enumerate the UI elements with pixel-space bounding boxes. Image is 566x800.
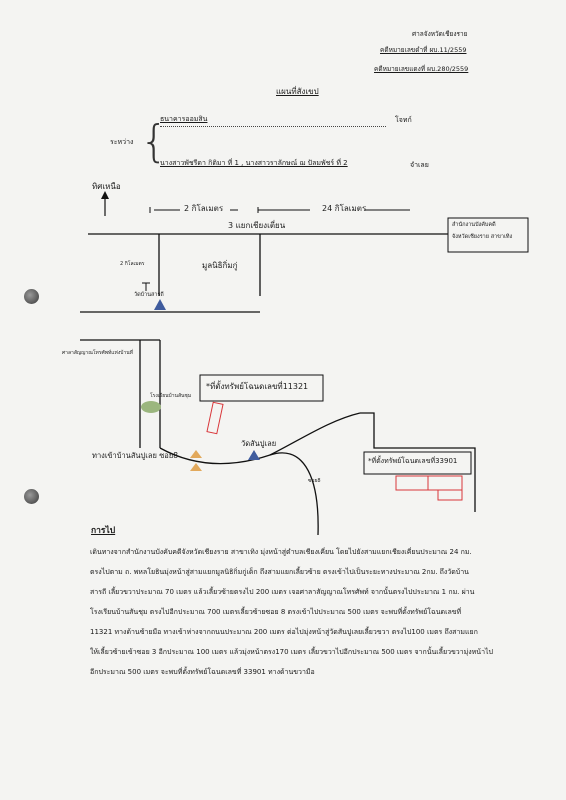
- direction-line-3: สารถี เลี้ยวขวาประมาณ 70 เมตร แล้วเลี้ยวซ้ายตรงไป 200 เมตร เจอศาลาสัญญาณโทรศัพท์ จากนั้นตรงไปประมาณ 1 กม. ผ่าน: [90, 588, 475, 596]
- lane-label: ซอย8: [308, 478, 321, 484]
- red-case-number: คดีหมายเลขแดงที่ ผบ.280/2559: [374, 65, 469, 73]
- defendant-names: นางสาวพัชรีดา กิติมา ที่ 1 , นางสาวราลักษณ์ ฌ ปัลมพัชร์ ที่ 2: [160, 159, 348, 167]
- direction-line-5: 11321 ทางด้านซ้ายมือ ทางเข้าห่างจากถนนประมาณ 200 เมตร ต่อไปมุ่งหน้าสู่วัดสันปูเลยเลี้ยวขวา ตรงไป100 เมตร ถึงสามแยก: [90, 628, 478, 636]
- direction-line-4: โรงเรียนบ้านสันชุม ตรงไปอีกประมาณ 700 เมตรเลี้ยวซ้ายซอย 8 ตรงเข้าไปประมาณ 500 เมตร จะพบที่ตั้งทรัพย์โฉนดเลขที่: [90, 608, 462, 616]
- office-label-1: สำนักงานบังคับคดี: [452, 222, 496, 228]
- between-label: ระหว่าง: [110, 138, 134, 146]
- court-name: ศาลจังหวัดเชียงราย: [412, 30, 468, 38]
- defendant-role: จำเลย: [410, 161, 429, 169]
- junction-label: 3 แยกเชียงเตี่ยน: [228, 221, 286, 230]
- direction-line-7: อีกประมาณ 500 เมตร จะพบที่ตั้งทรัพย์โฉนดเลขที่ 33901 ทางด้านขวามือ: [90, 668, 315, 676]
- direction-line-1: เดินทางจากสำนักงานบังคับคดีจังหวัดเชียงราย สาขาเทิง มุ่งหน้าสู่ตำบลเชียงเคี่ยน โดยไปยังสามแยกเชียงเคี่ยนประมาณ 24 กม.: [90, 548, 472, 556]
- direction-line-2: ตรงไปตาม ถ. พหลโยธินมุ่งหน้าสู่สามแยกมูลนิธิกิ่มกู่เด็ก ถึงสามแยกเลี้ยวซ้าย ตรงเข้าไปเป็นระยะทางประมาณ 2กม. ถึงวัดบ้าน: [90, 568, 469, 576]
- office-label-2: จังหวัดเชียงราย สาขาเทิง: [452, 234, 513, 240]
- plaintiff-name: ธนาคารออมสิน: [160, 115, 208, 123]
- north-label: ทิศเหนือ: [92, 182, 121, 191]
- distance-2km-small: 2 กิโลเมตร: [120, 261, 145, 267]
- temple-1-label: วัดบ้านสารถี: [134, 292, 164, 298]
- property-1-label: *ที่ตั้งทรัพย์โฉนดเลขที่11321: [206, 382, 309, 391]
- foundation-label: มูลนิธิกิ่มกู่: [202, 261, 238, 270]
- plaintiff-role: โจทก์: [395, 116, 412, 124]
- entrance-label: ทางเข้าบ้านสันปูเลย ซอย8: [92, 451, 178, 460]
- black-case-number: คดีหมายเลขดำที่ ผบ.11/2559: [380, 46, 467, 54]
- direction-line-6: ให้เลี้ยวซ้ายเข้าซอย 3 อีกประมาณ 100 เมตร แล้วมุ่งหน้าตรง170 เมตร เลี้ยวขวาไปอีกประมาณ 500 เมตร จากนั้นเลี้ยวขวามุ่งหน้าไป: [90, 648, 493, 656]
- distance-24km: 24 กิโลเมตร: [322, 204, 367, 213]
- distance-2km: 2 กิโลเมตร: [184, 204, 224, 213]
- directions-heading: การไป: [91, 526, 116, 536]
- health-center-label: ศาลาสัญญาณโทรศัพท์แห่งบ้านที่: [62, 350, 133, 356]
- bracket: {: [140, 116, 168, 167]
- page-title: แผนที่สังเขป: [276, 87, 319, 96]
- school-label: โรงเรียนบ้านสันชุม: [150, 393, 192, 399]
- temple-2-label: วัดสันปูเลย: [241, 439, 277, 448]
- property-2-label: *ที่ตั้งทรัพย์โฉนดเลขที่33901: [368, 457, 458, 465]
